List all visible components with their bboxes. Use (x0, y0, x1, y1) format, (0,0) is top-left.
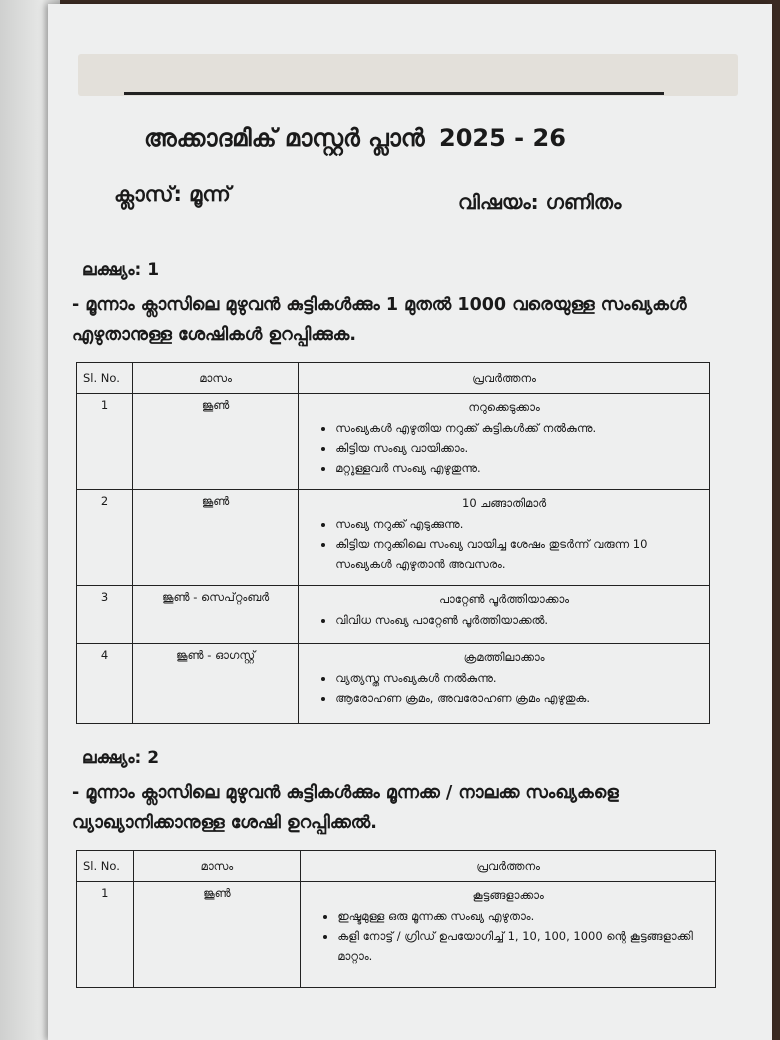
row-month: ജൂൺ (133, 882, 301, 988)
activity-point: • ഇഷ്ടമുള്ള ഒരു മൂന്നക്ക സംഖ്യ എഴുതാം. (337, 906, 709, 926)
row-activity (301, 882, 716, 988)
col-sl-header: Sl. No. (77, 851, 134, 882)
table-header-row (77, 851, 716, 882)
table-row (77, 394, 710, 490)
row-sl: 3 (77, 586, 133, 644)
activity-point: • വിവിധ സംഖ്യ പാറ്റേൺ പൂർത്തിയാക്കൽ. (335, 610, 703, 630)
row-sl: 2 (77, 490, 133, 586)
col-activity-header: പ്രവർത്തനം (301, 851, 716, 882)
row-month: ജൂൺ - സെപ്റ്റംബർ (133, 586, 299, 644)
goal1-heading: ലക്ഷ്യം: 1 (82, 260, 160, 280)
activity-title: കൂട്ടങ്ങളാക്കാം (472, 888, 544, 902)
col-month-header: മാസം (133, 851, 301, 882)
header-rule (124, 92, 664, 95)
activity-point: • കിട്ടിയ നറുക്കിലെ സംഖ്യ വായിച്ച ശേഷം തുടർന്ന് വരുന്ന 10 സംഖ്യകൾ എഴുതാൻ അവസരം. (335, 534, 703, 574)
row-activity (299, 490, 710, 586)
activity-point: • മറ്റുള്ളവർ സംഖ്യ എഴുതുന്നു. (335, 458, 703, 478)
class-label: ക്ലാസ്: മൂന്ന് (114, 182, 231, 206)
goal2-heading: ലക്ഷ്യം: 2 (82, 748, 160, 768)
page-title (144, 124, 704, 152)
activity-point: • സംഖ്യകൾ എഴുതിയ നറുക്ക് കുട്ടികൾക്ക് നൽകുന്നു. (335, 418, 703, 438)
activity-title: പാറ്റേൺ പൂർത്തിയാക്കാം (439, 592, 570, 606)
tape-strip (78, 54, 738, 96)
goal2-text: - മൂന്നാം ക്ലാസിലെ മുഴുവൻ കുട്ടികൾക്കും മൂന്നക്ക / നാലക്ക സംഖ്യകളെ വ്യാഖ്യാനിക്കാനുള്ള ശേഷി ഉറപ്പിക്കൽ. (72, 783, 619, 833)
activity-title: നറുക്കെടുക്കാം (468, 400, 540, 414)
goal1-text: - മൂന്നാം ക്ലാസിലെ മുഴുവൻ കുട്ടികൾക്കും 1 മുതൽ 1000 വരെയുള്ള സംഖ്യകൾ എഴുതാനുള്ള ശേഷികൾ ഉറപ്പിക്കുക. (72, 295, 687, 345)
document-page (48, 4, 772, 1040)
activity-title: ക്രമത്തിലാക്കാം (463, 650, 545, 664)
col-sl-header: Sl. No. (77, 363, 133, 394)
table-row (77, 490, 710, 586)
title-text: അക്കാദമിക് മാസ്റ്റർ പ്ലാൻ (144, 124, 425, 152)
row-sl: 4 (77, 644, 133, 724)
title-year: 2025 - 26 (439, 124, 566, 152)
goal2-table (76, 850, 716, 988)
row-activity (299, 586, 710, 644)
row-sl: 1 (77, 882, 134, 988)
subject-label: വിഷയം: ഗണിതം (458, 190, 622, 214)
row-activity (299, 394, 710, 490)
row-sl: 1 (77, 394, 133, 490)
col-month-header: മാസം (133, 363, 299, 394)
table-row (77, 882, 716, 988)
row-month: ജൂൺ (133, 394, 299, 490)
activity-point: • വ്യത്യസ്ത സംഖ്യകൾ നൽകുന്നു. (335, 668, 703, 688)
activity-title: 10 ചങ്ങാതിമാർ (462, 496, 547, 510)
activity-point: • കളി നോട്ട് / ഗ്രിഡ് ഉപയോഗിച്ച് 1, 10, 100, 1000 ന്റെ കൂട്ടങ്ങളാക്കി മാറ്റാം. (337, 926, 709, 966)
row-month: ജൂൺ (133, 490, 299, 586)
activity-point: • കിട്ടിയ സംഖ്യ വായിക്കാം. (335, 438, 703, 458)
table-header-row (77, 363, 710, 394)
table-row (77, 586, 710, 644)
goal1-table (76, 362, 710, 724)
row-activity (299, 644, 710, 724)
col-activity-header: പ്രവർത്തനം (299, 363, 710, 394)
row-month: ജൂൺ - ഓഗസ്റ്റ് (133, 644, 299, 724)
activity-point: • സംഖ്യ നറുക്ക് എടുക്കുന്നു. (335, 514, 703, 534)
table-row (77, 644, 710, 724)
activity-point: • ആരോഹണ ക്രമം, അവരോഹണ ക്രമം എഴുതുക. (335, 688, 703, 708)
